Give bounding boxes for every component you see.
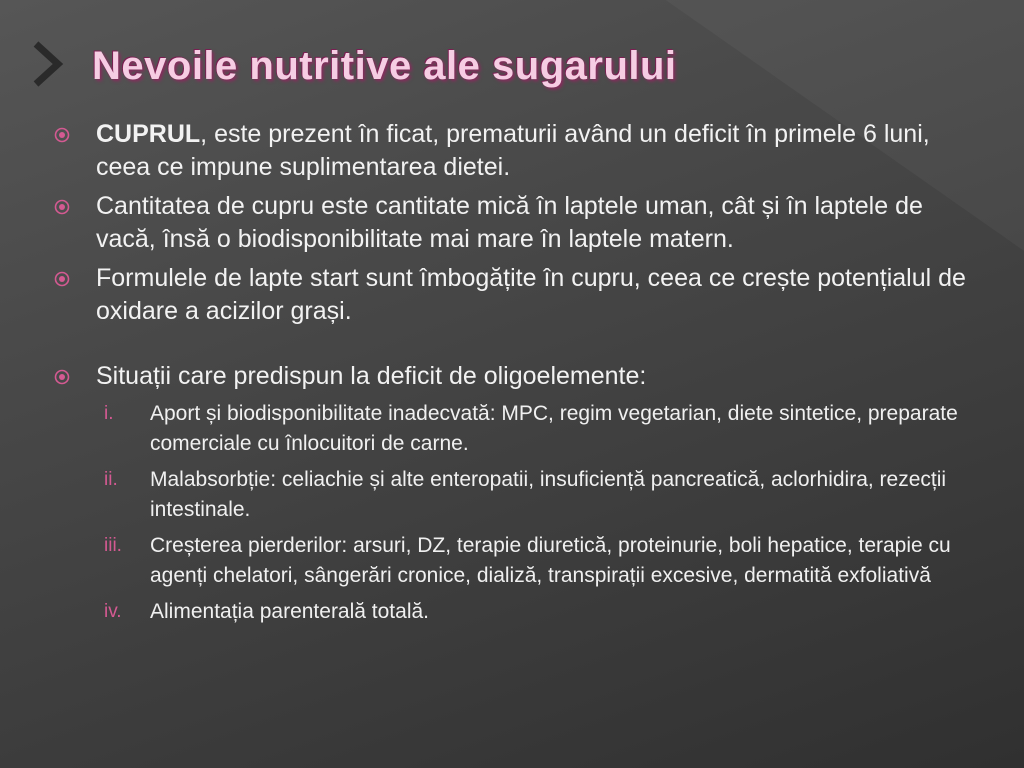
- list-item-text: Malabsorbție: celiachie și alte enteropatii, insuficiență pancreatică, aclorhidira, rezecții intestinale.: [150, 468, 947, 521]
- bullet-text: , este prezent în ficat, prematurii având un deficit în primele 6 luni, ceea ce impune suplimentarea dietei.: [96, 120, 930, 181]
- bullet-text: Situații care predispun la deficit de oligoelemente:: [96, 362, 647, 390]
- list-item-text: Creșterea pierderilor: arsuri, DZ, terapie diuretică, proteinurie, boli hepatice, terapie cu agenți chelatori, sângerări cronice, dializă, transpirații excesive, dermatită exfoliativă: [150, 534, 951, 587]
- list-item: [52, 531, 982, 591]
- list-numeral: i.: [104, 403, 114, 424]
- bullet-text: Cantitatea de cupru este cantitate mică în laptele uman, cât și în laptele de vacă, însă o biodisponibilitate mai mare în laptele matern.: [96, 192, 923, 253]
- list-item-text: Aport și biodisponibilitate inadecvată: MPC, regim vegetarian, diete sintetice, preparate comerciale cu înlocuitori de carne.: [150, 402, 958, 455]
- list-numeral: ii.: [104, 469, 118, 490]
- bullet-item: [52, 190, 982, 256]
- bullet-item: [52, 262, 982, 328]
- list-item: [52, 597, 982, 627]
- sub-list: [52, 399, 982, 627]
- page-title: Nevoile nutritive ale sugarului: [92, 44, 677, 88]
- bullseye-icon: [54, 127, 70, 143]
- bullseye-icon: [54, 271, 70, 287]
- list-item: [52, 399, 982, 459]
- bullet-item: [52, 118, 982, 184]
- bullseye-icon: [54, 369, 70, 385]
- list-item: [52, 465, 982, 525]
- slide-content: [52, 118, 982, 633]
- chevron-right-icon: [28, 40, 68, 88]
- bullseye-icon: [54, 199, 70, 215]
- bullet-lead: CUPRUL: [96, 120, 201, 148]
- bullet-text: Formulele de lapte start sunt îmbogățite în cupru, ceea ce crește potențialul de oxidare a acizilor grași.: [96, 264, 966, 325]
- list-numeral: iv.: [104, 601, 122, 622]
- bullet-item: [52, 360, 982, 393]
- list-item-text: Alimentația parenterală totală.: [150, 600, 429, 623]
- list-numeral: iii.: [104, 535, 122, 556]
